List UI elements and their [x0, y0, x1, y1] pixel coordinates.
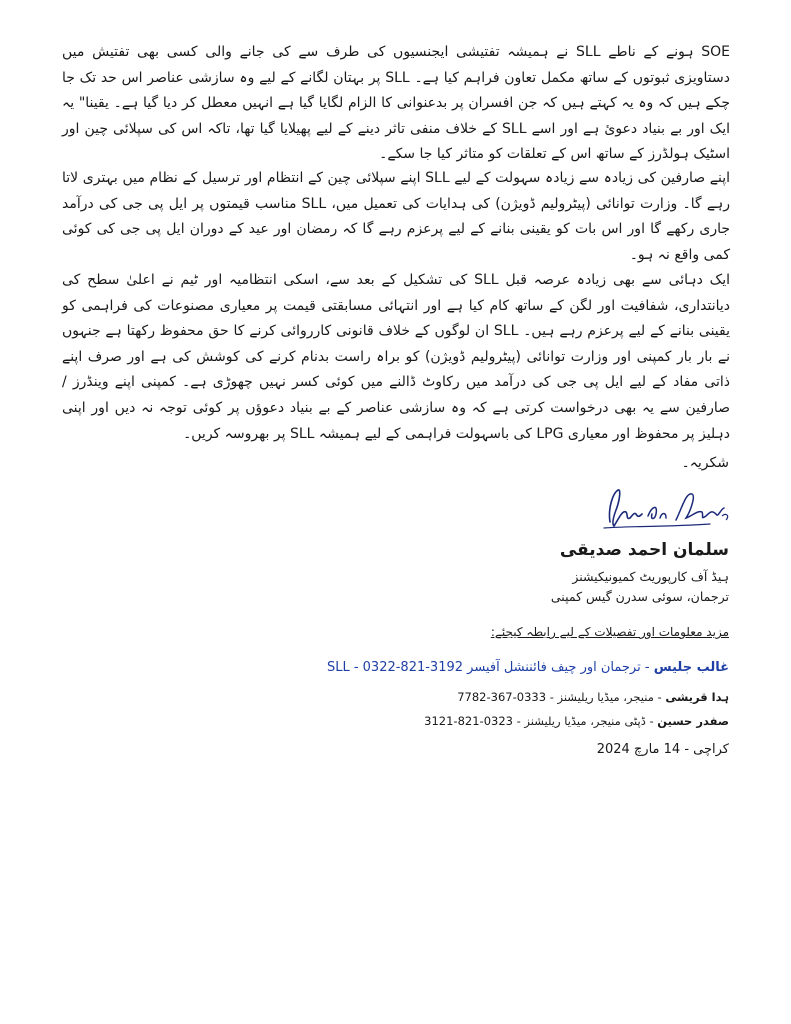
body-paragraph-1 [62, 40, 730, 168]
signatory-title-line-2: ترجمان، سوئی سدرن گیس کمپنی [550, 589, 729, 604]
contact-line-2 [457, 690, 729, 704]
contact-phone: 0322-821-3192 [362, 660, 464, 675]
dateline: کراچی - 14 مارچ 2024 [596, 742, 729, 757]
contact-line-3 [424, 714, 729, 728]
contact-role: - ترجمان اور چیف فائننشل آفیسر SLL - [326, 660, 650, 675]
paragraph-text: SOE ہونے کے ناطے SLL نے ہمیشہ تفتیشی ایجنسیوں کی طرف سے کی جانے والی کسی بھی تفتیش میں دستاویزی ثبوتوں کے ساتھ مکمل تعاون فراہم کیا ہے۔ SLL پر بہتان لگانے کے لیے وہ سازشی عناصر اس حد تک جا چکے ہیں کہ وہ یہ کہتے ہیں کہ جن افسران پر بدعنوانی کا الزام لگایا گیا ہے انہیں معطل کر دیا گیا ہے۔ یقینا" یہ ایک اور بے بنیاد دعوئ ہے اور اسے SLL کے خلاف منفی تاثر دینے کے لیے پھیلایا گیا تھا، تاکہ اس کی سپلائی چین اور اسٹیک ہولڈرز کے ساتھ اس کے تعلقات کو متاثر کیا جا سکے۔ [62, 44, 731, 163]
signature-image [598, 480, 734, 536]
body-paragraph-3 [62, 268, 730, 447]
contact-phone: 0323-821-3121 [424, 714, 513, 728]
contact-name: ہدا قریشی [665, 690, 729, 704]
contact-phone: 0333-367-7782 [457, 690, 547, 704]
contact-role: - ڈپٹی منیجر، میڈیا ریلیشنز - [516, 714, 654, 728]
signatory-name: سلمان احمد صدیقی [559, 540, 729, 560]
body-paragraph-2 [62, 166, 730, 268]
paragraph-text: اپنے صارفین کی زیادہ سے زیادہ سہولت کے لیے SLL اپنے سپلائی چین کے انتظام اور ترسیل کے نظام میں بہتری لاتا رہے گا۔ وزارت توانائی (پیٹرولیم ڈویژن) کی ہدایات کی تعمیل میں، SLL مناسب قیمتوں پر ایل پی جی کی درآمد جاری رکھے گا اور اس بات کو یقینی بنانے کے لیے پرعزم رہے گا کہ رمضان اور عید کے دوران ایل پی جی کی کوئی کمی واقع نہ ہو۔ [62, 170, 730, 263]
contact-role: - منیجر، میڈیا ریلیشنز - [549, 690, 662, 704]
paragraph-text: ایک دہائی سے بھی زیادہ عرصہ قبل SLL کی تشکیل کے بعد سے، اسکی انتظامیہ اور ٹیم نے اعلیٰ سطح کی دیانتداری، شفافیت اور لگن کے ساتھ کام کیا ہے اور انتہائی مسابقتی قیمت پر معیاری مصنوعات کی فراہمی کو یقینی بنانے کے لیے پرعزم رہے ہیں۔ SLL ان لوگوں کے خلاف قانونی کارروائی کرنے کا حق محفوظ رکھتا ہے جنہوں نے بار بار کمپنی اور وزارت توانائی (پیٹرولیم ڈویژن) کو براہ راست بدنام کرنے کی کوشش کی ہے اور صرف اپنے ذاتی مفاد کے لیے ایل پی جی کی درآمد میں رکاوٹ ڈالنے میں کوئی کسر نہیں چھوڑی ہے۔ کمپنی اپنے وینڈرز / صارفین سے یہ بھی درخواست کرتی ہے کہ وہ سازشی عناصر کے بے بنیاد دعوؤں پر کوئی توجہ نہ دیں اور اپنی دہلیز پر محفوظ اور معیاری LPG کی باسہولت فراہمی کے لیے ہمیشہ SLL پر بھروسہ کریں۔ [62, 272, 731, 442]
contact-name: صفدر حسین [657, 714, 729, 728]
contact-name: غالب جلیس [653, 660, 729, 675]
contact-heading: مزید معلومات اور تفصیلات کے لیے رابطہ کیجئے: [490, 625, 729, 639]
signatory-title-line-1: ہیڈ آف کارپوریٹ کمیونیکیشنز [572, 569, 729, 584]
closing-text: شکریہ۔ [681, 455, 729, 471]
contact-line-1 [327, 660, 729, 675]
